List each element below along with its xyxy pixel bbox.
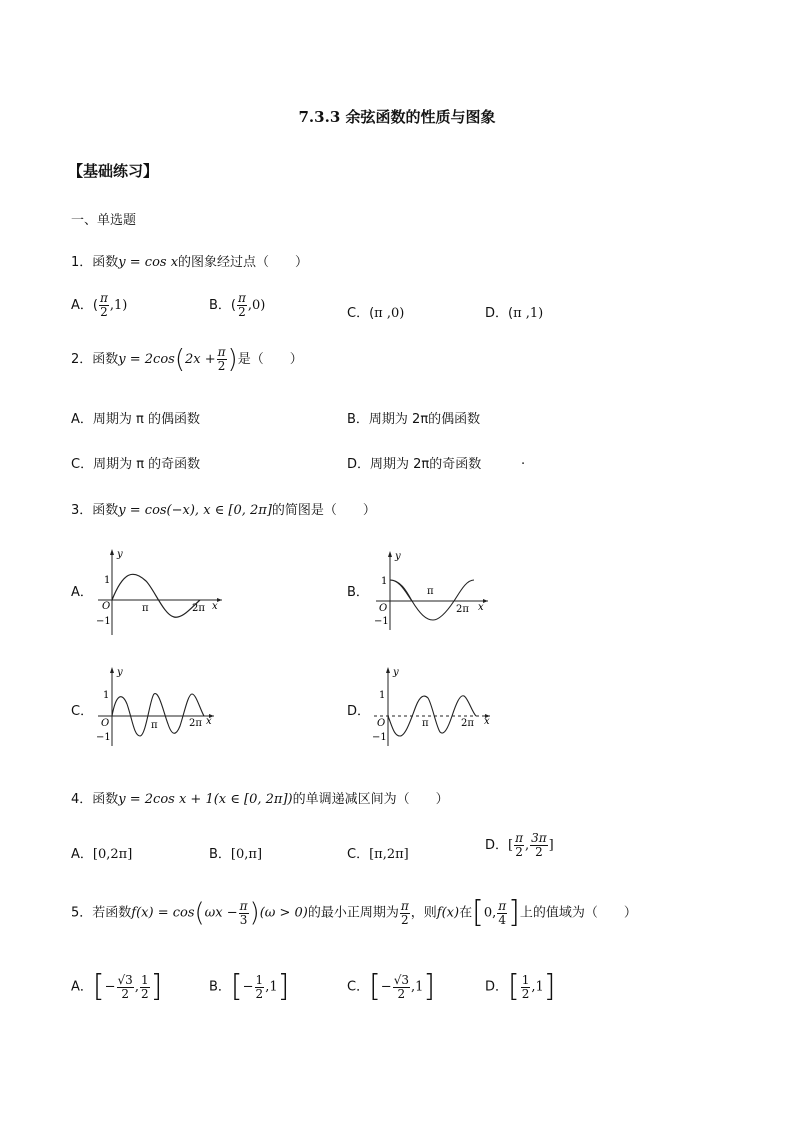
frac-num: π xyxy=(239,898,248,913)
frac-num: π xyxy=(99,291,108,305)
option-text: π ,0) xyxy=(374,306,405,321)
q4-expr: y = 2cos x + 1(x ∈ [0, 2π]) xyxy=(118,792,293,807)
option-label: B． xyxy=(209,979,231,995)
question-1 xyxy=(71,251,308,270)
frac-den: 2 xyxy=(521,986,530,1001)
fraction xyxy=(400,900,410,927)
tick-pi: π xyxy=(422,718,429,729)
fraction xyxy=(521,974,531,1001)
sign: − xyxy=(380,979,392,995)
graph-d[interactable] xyxy=(368,664,496,749)
frac-den: 2 xyxy=(217,359,226,373)
x-label: x xyxy=(478,602,484,613)
option-label: B． xyxy=(209,847,231,862)
bracket-right: ] xyxy=(423,969,436,1004)
tick-2pi: 2π xyxy=(456,604,469,615)
origin: O xyxy=(377,718,386,729)
paren-left: ( xyxy=(194,898,205,928)
tick-2pi: 2π xyxy=(461,718,474,729)
frac-num: π xyxy=(400,898,409,913)
q2-option-a[interactable]: A．周期为 π 的偶函数 xyxy=(71,412,200,427)
tick-1: 1 xyxy=(379,690,386,701)
q3-prefix: 3．函数 xyxy=(71,503,119,518)
frac-den: 2 xyxy=(140,986,149,1001)
tick-1: 1 xyxy=(381,576,388,587)
q4-option-d[interactable]: D．[ $\frac{\pi}{2}$ , $\frac{3\pi}{2}$ ] xyxy=(485,831,554,859)
y-label: y xyxy=(393,667,399,678)
stray-dot: . xyxy=(521,453,526,468)
q1-expr: y = cos x xyxy=(118,255,179,270)
q2-prefix: 2．函数 xyxy=(71,352,119,367)
q5-option-c[interactable]: C．[− $\frac{√3}{2}$ ,1] xyxy=(347,969,436,1004)
q2-option-d[interactable]: D．周期为 2π的奇函数 xyxy=(347,457,482,472)
fraction xyxy=(237,292,247,319)
q1-option-d[interactable] xyxy=(485,302,543,321)
fraction xyxy=(255,974,265,1001)
x-label: x xyxy=(212,601,218,612)
option-label: C． xyxy=(347,847,370,862)
question-5 xyxy=(71,895,637,930)
question-2 xyxy=(71,346,303,373)
graph-c[interactable] xyxy=(92,664,222,749)
tick-1: 1 xyxy=(104,575,111,586)
bracket-left: [ xyxy=(369,969,381,1004)
y-label: y xyxy=(117,667,123,678)
option-label: A． xyxy=(71,847,93,862)
frac-den: 2 xyxy=(515,845,523,859)
frac-num: 1 xyxy=(140,972,149,987)
q2-expr: y = 2cos xyxy=(118,352,175,367)
tick-neg1: −1 xyxy=(96,732,111,743)
q4-option-a[interactable] xyxy=(71,843,132,862)
bracket-right: ] xyxy=(508,895,520,930)
q5-prefix: 5．若函数 xyxy=(71,905,132,921)
bracket-left: [ xyxy=(92,969,105,1004)
sign: − xyxy=(242,979,254,995)
q4-option-c[interactable] xyxy=(347,843,409,862)
q5-suffix: 上的值域为（ ） xyxy=(519,905,637,921)
frac-den: 2 xyxy=(397,986,406,1001)
q1-prefix: 1．函数 xyxy=(71,255,119,270)
q1-suffix: 的图象经过点（ ） xyxy=(178,255,309,270)
option-text: [0,π] xyxy=(230,847,263,862)
option-rest: ,0) xyxy=(247,298,266,313)
bracket-left: [ xyxy=(508,969,520,1004)
value: 1 xyxy=(415,979,424,995)
option-label: C．( xyxy=(347,306,375,321)
frac-den: 3 xyxy=(239,912,248,927)
bracket-close: ] xyxy=(548,838,554,853)
paren-right: ) xyxy=(249,898,260,928)
frac-num: √3 xyxy=(393,972,409,987)
option-text: [0,2π] xyxy=(92,847,133,862)
fraction xyxy=(99,292,109,319)
fraction xyxy=(117,974,134,1001)
q1-option-a[interactable] xyxy=(71,292,127,319)
q2-option-c[interactable]: C．周期为 π 的奇函数 xyxy=(71,457,201,472)
q5-f: f(x) = cos xyxy=(131,905,195,921)
sign: − xyxy=(104,979,116,995)
frac-num: π xyxy=(217,345,226,359)
option-label: A． xyxy=(71,979,93,995)
q5-option-a[interactable]: A．[− $\frac{√3}{2}$ , $\frac{1}{2}$ ] xyxy=(71,969,163,1004)
y-label: y xyxy=(117,549,123,560)
y-label: y xyxy=(395,551,401,562)
origin: O xyxy=(101,718,110,729)
origin: O xyxy=(379,603,388,614)
frac-den: 2 xyxy=(238,305,246,319)
option-label: D． xyxy=(485,838,509,853)
question-3 xyxy=(71,499,376,518)
q2-option-b[interactable]: B．周期为 2π的偶函数 xyxy=(347,412,481,427)
page-title: 7.3.3 余弦函数的性质与图象 xyxy=(298,108,496,126)
frac-den: 2 xyxy=(255,986,264,1001)
q4-suffix: 的单调递减区间为（ ） xyxy=(292,792,449,807)
q5-int-a: 0, xyxy=(483,905,497,921)
tick-1: 1 xyxy=(103,690,110,701)
tick-neg1: −1 xyxy=(374,616,389,627)
frac-den: 2 xyxy=(401,912,409,927)
origin: O xyxy=(102,601,111,612)
q5-cond: (ω > 0) xyxy=(259,905,308,921)
value: 1 xyxy=(269,979,278,995)
q2-suffix: 是（ ） xyxy=(237,352,303,367)
frac-num: √3 xyxy=(117,972,133,987)
q5-option-d[interactable]: D．[ $\frac{1}{2}$ ,1] xyxy=(485,969,556,1004)
bracket-open: [ xyxy=(508,838,514,853)
bracket-right: ] xyxy=(150,969,163,1004)
fraction xyxy=(530,832,548,859)
frac-den: 4 xyxy=(498,912,506,927)
q3-option-d-label[interactable]: D． xyxy=(347,704,371,719)
value: 1 xyxy=(535,979,544,995)
frac-den: 2 xyxy=(121,986,129,1001)
option-label: D．( xyxy=(485,306,514,321)
tick-2pi: 2π xyxy=(192,603,205,614)
q3-option-a-label[interactable]: A． xyxy=(71,585,93,600)
tick-pi: π xyxy=(427,586,434,597)
fraction xyxy=(393,974,410,1001)
fraction xyxy=(140,974,150,1001)
paren-left: ( xyxy=(174,344,185,375)
tick-neg1: −1 xyxy=(372,732,387,743)
graph-b[interactable] xyxy=(370,548,495,633)
bracket-left: [ xyxy=(230,969,243,1004)
q1-option-b[interactable] xyxy=(209,292,265,319)
fraction xyxy=(514,832,524,859)
bracket-right: ] xyxy=(543,969,556,1004)
bracket-right: ] xyxy=(277,969,290,1004)
q5-mid3: 在 xyxy=(459,905,473,921)
tick-neg1: −1 xyxy=(96,616,111,627)
q5-mid: 的最小正周期为 xyxy=(307,905,399,921)
q3-option-c-label[interactable]: C． xyxy=(71,704,94,719)
q5-mid2: ，则 xyxy=(410,905,437,921)
fraction xyxy=(239,900,249,927)
tick-pi: π xyxy=(142,603,149,614)
option-text: [π,2π] xyxy=(369,847,409,862)
frac-num: 3π xyxy=(531,831,547,845)
q5-option-b[interactable]: B．[− $\frac{1}{2}$ ,1] xyxy=(209,969,290,1004)
fraction xyxy=(497,900,507,927)
subsection-heading: 一、单选题 xyxy=(71,213,137,228)
bracket-left: [ xyxy=(472,895,484,930)
frac-num: 1 xyxy=(255,972,264,987)
section-heading: 【基础练习】 xyxy=(68,162,159,180)
q5-inner: ωx − xyxy=(204,905,238,921)
graph-a[interactable] xyxy=(92,545,232,640)
frac-num: π xyxy=(238,291,246,305)
option-label: B．( xyxy=(209,298,236,313)
q3-option-b-label[interactable]: B． xyxy=(347,585,369,600)
tick-pi: π xyxy=(151,720,158,731)
frac-num: 1 xyxy=(521,972,530,987)
option-label: A．( xyxy=(71,298,98,313)
frac-num: π xyxy=(515,831,523,845)
frac-num: π xyxy=(498,898,507,913)
paren-right: ) xyxy=(227,344,238,375)
q4-option-b[interactable] xyxy=(209,843,262,862)
q5-f2: f(x) xyxy=(436,905,460,921)
q3-expr: y = cos(−x), x ∈ [0, 2π] xyxy=(118,503,272,518)
x-label: x xyxy=(206,716,212,727)
tick-2pi: 2π xyxy=(189,718,202,729)
question-4 xyxy=(71,788,449,807)
option-label: C． xyxy=(347,979,370,995)
q1-option-c[interactable] xyxy=(347,302,404,321)
fraction xyxy=(217,346,227,373)
option-rest: ,1) xyxy=(109,298,128,313)
q4-prefix: 4．函数 xyxy=(71,792,119,807)
option-label: D． xyxy=(485,979,509,995)
q2-expr-inner: 2x + xyxy=(185,352,216,367)
frac-den: 2 xyxy=(535,845,543,859)
q3-suffix: 的简图是（ ） xyxy=(271,503,376,518)
x-label: x xyxy=(484,716,490,727)
option-text: π ,1) xyxy=(513,306,544,321)
frac-den: 2 xyxy=(100,305,108,319)
